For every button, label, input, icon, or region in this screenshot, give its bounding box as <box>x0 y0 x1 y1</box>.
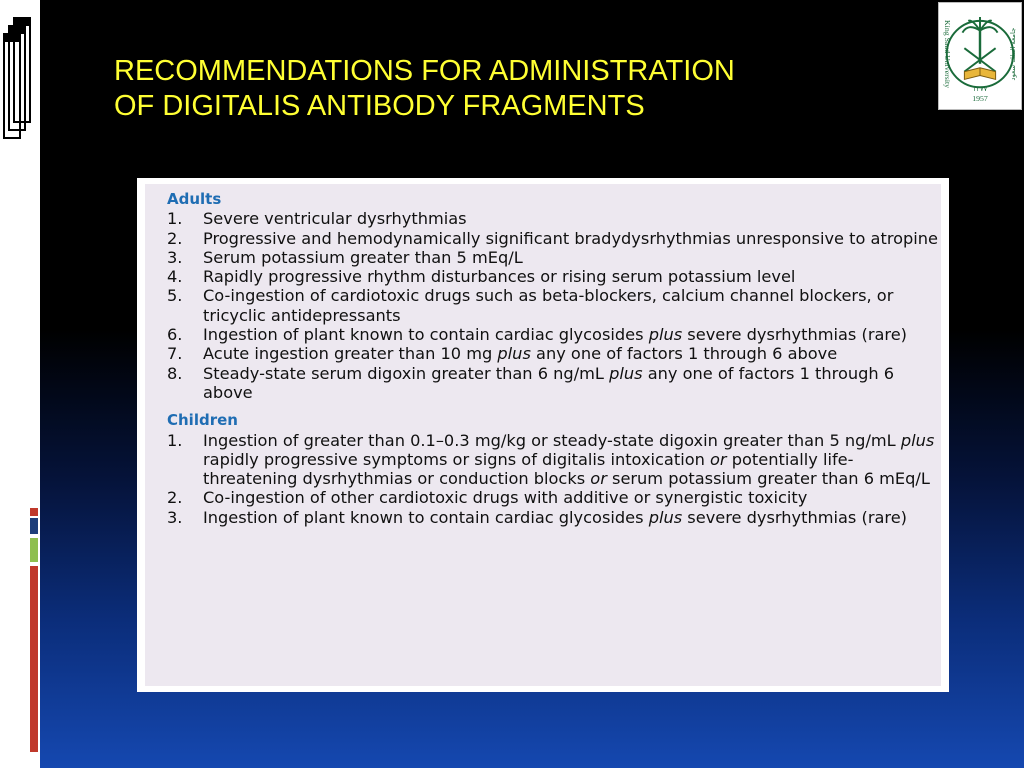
accent-bar-navy <box>30 518 38 534</box>
adults-heading: Adults <box>167 190 222 208</box>
item-number: 5. <box>167 286 183 306</box>
item-text: Co-ingestion of cardiotoxic drugs such as beta-blockers, calcium channel blockers, or tricyclic antidepressants <box>203 286 894 325</box>
children-item-3 <box>167 508 941 527</box>
item-number: 1. <box>167 430 183 450</box>
item-number: 3. <box>167 507 183 527</box>
item-text: Acute ingestion greater than 10 mg plus any one of factors 1 through 6 above <box>203 344 838 364</box>
logo-year: 1957 <box>972 93 988 103</box>
item-text: Co-ingestion of other cardiotoxic drugs with additive or synergistic toxicity <box>203 488 808 508</box>
adults-item-5 <box>167 286 941 325</box>
children-heading: Children <box>167 411 238 430</box>
accent-bar-green <box>30 538 38 562</box>
item-text: Ingestion of plant known to contain cardiac glycosides plus severe dysrhythmias (rare) <box>203 325 907 345</box>
item-number: 4. <box>167 267 183 287</box>
title-line-1: RECOMMENDATIONS FOR ADMINISTRATION <box>114 55 735 87</box>
item-number: 7. <box>167 344 183 364</box>
recommendations-table <box>137 178 949 692</box>
adults-item-4 <box>167 267 941 286</box>
item-number: 6. <box>167 325 183 345</box>
item-number: 2. <box>167 228 183 248</box>
accent-bar-red-top <box>30 508 38 516</box>
item-text: Severe ventricular dysrhythmias <box>203 209 467 229</box>
logo-right-text: جامعة الملك سعود <box>1009 27 1018 81</box>
logo-left-text: King Saud University <box>942 20 952 89</box>
adults-item-6 <box>167 325 941 344</box>
children-item-2 <box>167 488 941 507</box>
stacked-windows-icon <box>0 0 38 150</box>
adults-list <box>167 209 941 402</box>
slide-title <box>114 54 874 124</box>
adults-item-8 <box>167 364 941 403</box>
item-number: 8. <box>167 363 183 383</box>
adults-item-1 <box>167 209 941 228</box>
children-item-1 <box>167 431 941 489</box>
adults-item-2 <box>167 229 941 248</box>
university-logo <box>938 2 1022 110</box>
item-text: Ingestion of greater than 0.1–0.3 mg/kg or steady-state digoxin greater than 5 ng/mL plus rapidly progressive symptoms or signs of digitalis intoxication or potentially life-threatening dysrhythmias or conduction blocks or serum potassium greater than 6 mEq/L <box>203 430 935 489</box>
item-text: Progressive and hemodynamically significant bradydysrhythmias unresponsive to atropine <box>203 228 939 248</box>
item-text: Ingestion of plant known to contain cardiac glycosides plus severe dysrhythmias (rare) <box>203 507 907 527</box>
adults-item-7 <box>167 344 941 363</box>
children-list <box>167 431 941 527</box>
item-number: 1. <box>167 209 183 229</box>
logo-year-arabic: ١٣٧٧ <box>972 85 988 94</box>
title-line-2: OF DIGITALIS ANTIBODY FRAGMENTS <box>114 90 645 122</box>
palm-swords-emblem-icon <box>939 3 1021 109</box>
item-number: 2. <box>167 488 183 508</box>
item-number: 3. <box>167 247 183 267</box>
item-text: Rapidly progressive rhythm disturbances or rising serum potassium level <box>203 267 796 287</box>
adults-item-3 <box>167 248 941 267</box>
item-text: Serum potassium greater than 5 mEq/L <box>203 247 523 267</box>
item-text: Steady-state serum digoxin greater than 6 ng/mL plus any one of factors 1 through 6 above <box>203 363 895 402</box>
table-panel <box>145 184 941 686</box>
accent-bar-red <box>30 566 38 752</box>
